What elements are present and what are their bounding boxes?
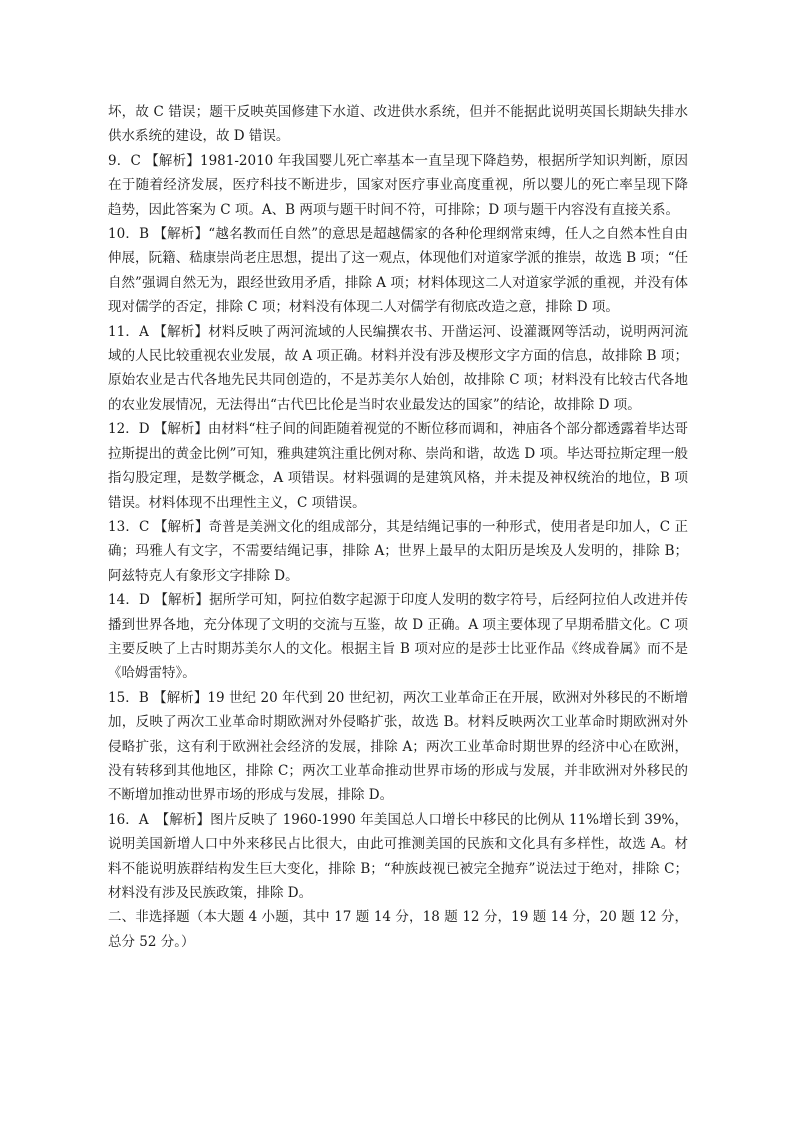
answer-15 — [108, 686, 688, 808]
answer-16 — [108, 808, 688, 906]
answer-12 — [108, 417, 688, 515]
answer-9 — [108, 149, 688, 222]
paragraph-text: 9．C 【解析】1981-2010 年我国婴儿死亡率基本一直呈现下降趋势，根据所学知识判断，原因在于随着经济发展，医疗科技不断进步，国家对医疗事业高度重视，所以婴儿的死亡率呈现下降趋势，因此答案为 C 项。A、B 两项与题干时间不符，可排除；D 项与题干内容没有直接关系。 — [108, 152, 688, 218]
paragraph-text: 16．A 【解析】图片反映了 1960-1990 年美国总人口增长中移民的比例从 11%增长到 39%，说明美国新增人口中外来移民占比很大，由此可推测美国的民族和文化具有多样性，故选 A。材料不能说明族群结构发生巨大变化，排除 B；“种族歧视已被完全抛弃”说法过于绝对，排除 C；材料没有涉及民族政策，排除 D。 — [108, 811, 688, 901]
answer-10 — [108, 222, 688, 320]
paragraph-text: 15．B 【解析】19 世纪 20 年代到 20 世纪初，两次工业革命正在开展，欧洲对外移民的不断增加，反映了两次工业革命时期欧洲对外侵略扩张，故选 B。材料反映两次工业革命时期欧洲对外侵略扩张，这有利于欧洲社会经济的发展，排除 A；两次工业革命时期世界的经济中心在欧洲，没有转移到其他地区，排除 C；两次工业革命推动世界市场的形成与发展，并非欧洲对外移民的不断增加推动世界市场的形成与发展，排除 D。 — [108, 689, 688, 804]
answer-11 — [108, 320, 688, 418]
paragraph-continuation — [108, 100, 688, 149]
paragraph-text: 10．B 【解析】“越名教而任自然”的意思是超越儒家的各种伦理纲常束缚，任人之自然本性自由伸展，阮籍、嵇康崇尚老庄思想，提出了这一观点，体现他们对道家学派的推崇，故选 B 项；“任自然”强调自然无为，跟经世致用矛盾，排除 A 项；材料体现这二人对道家学派的重视，并没有体现对儒学的否定，排除 C 项；材料没有体现二人对儒学有彻底改造之意，排除 D 项。 — [108, 226, 688, 316]
paragraph-text: 14．D 【解析】据所学可知，阿拉伯数字起源于印度人发明的数字符号，后经阿拉伯人改进并传播到世界各地，充分体现了文明的交流与互鉴，故 D 正确。A 项主要体现了早期希腊文化。C 项主要反映了上古时期苏美尔人的文化。根据主旨 B 项对应的是莎士比亚作品《终成眷属》而不是《哈姆雷特》。 — [108, 592, 688, 682]
paragraph-text: 11．A 【解析】材料反映了两河流域的人民编撰农书、开凿运河、设灌溉网等活动，说明两河流域的人民比较重视农业发展，故 A 项正确。材料并没有涉及楔形文字方面的信息，故排除 B 项；原始农业是古代各地先民共同创造的，不是苏美尔人始创，故排除 C 项；材料没有比较古代各地的农业发展情况，无法得出“古代巴比伦是当时农业最发达的国家”的结论，故排除 D 项。 — [108, 323, 688, 413]
paragraph-text: 13．C 【解析】奇普是美洲文化的组成部分，其是结绳记事的一种形式，使用者是印加人，C 正确；玛雅人有文字，不需要结绳记事，排除 A；世界上最早的太阳历是埃及人发明的，排除 B；阿兹特克人有象形文字排除 D。 — [108, 518, 688, 584]
section-heading — [108, 905, 688, 954]
answer-14 — [108, 588, 688, 686]
answer-13 — [108, 515, 688, 588]
answer-analysis-content — [108, 100, 688, 954]
section-heading-text: 二、非选择题（本大题 4 小题，其中 17 题 14 分，18 题 12 分，19 题 14 分，20 题 12 分，总分 52 分。） — [108, 909, 688, 950]
paragraph-text: 12．D 【解析】由材料“柱子间的间距随着视觉的不断位移而调和，神庙各个部分都透露着毕达哥拉斯提出的黄金比例”可知，雅典建筑注重比例对称、崇尚和谐，故选 D 项。毕达哥拉斯定理一般指勾股定理，是数学概念，A 项错误。材料强调的是建筑风格，并未提及神权统治的地位，B 项错误。材料体现不出理性主义，C 项错误。 — [108, 421, 688, 511]
paragraph-text: 坏，故 C 错误；题干反映英国修建下水道、改进供水系统，但并不能据此说明英国长期缺失排水供水系统的建设，故 D 错误。 — [108, 104, 688, 145]
